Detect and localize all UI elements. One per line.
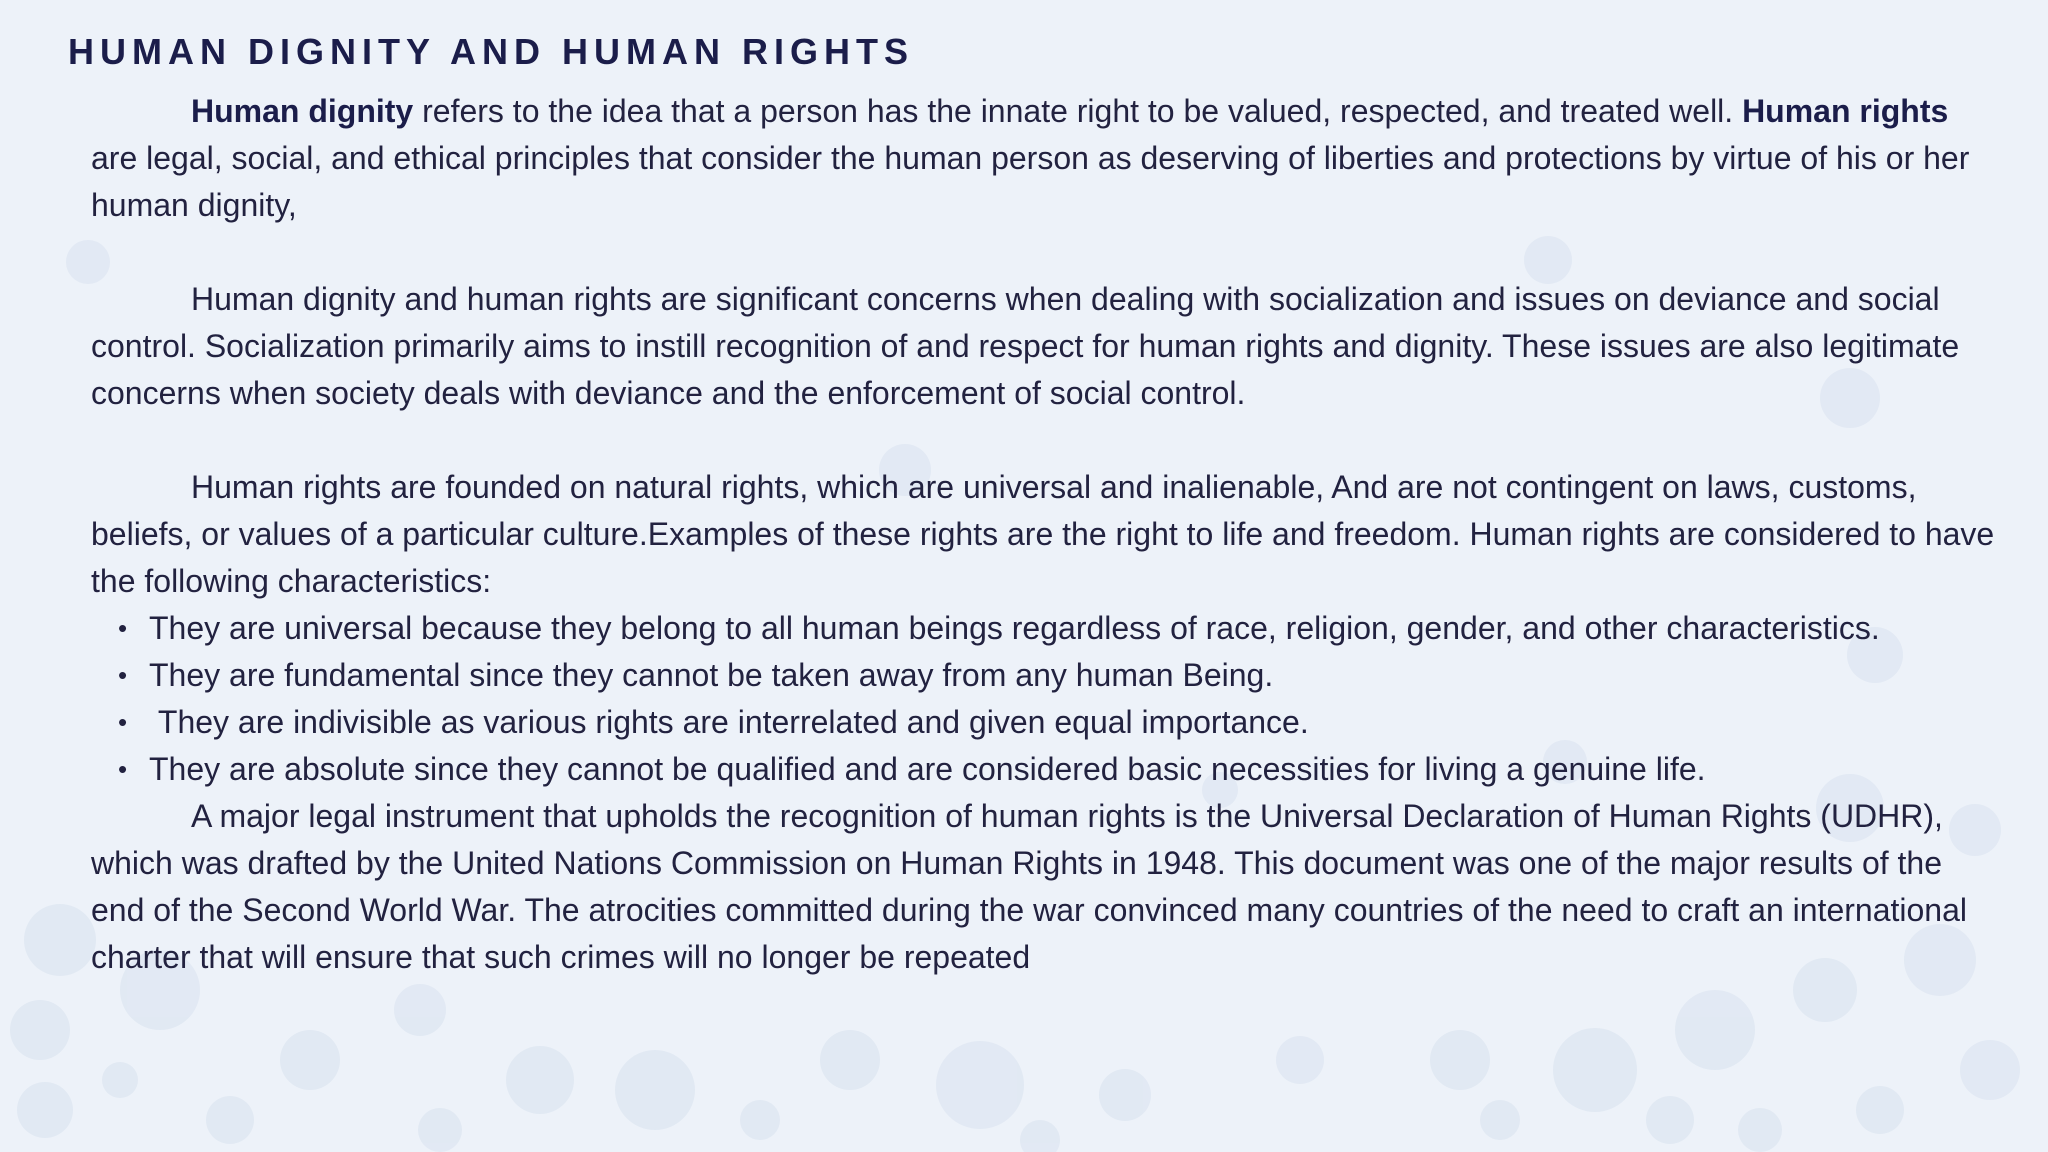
paragraph-spacer [91, 417, 1996, 464]
slide-body [91, 88, 1996, 981]
definition-human-dignity: refers to the idea that a person has the innate right to be valued, respected, and treated well. [413, 93, 1743, 129]
term-human-rights: Human rights [1742, 93, 1949, 129]
slide-title: HUMAN DIGNITY AND HUMAN RIGHTS [68, 31, 914, 72]
bullet-icon: • [118, 707, 128, 737]
list-item [118, 652, 1996, 699]
list-item [118, 746, 1996, 793]
term-human-dignity: Human dignity [191, 93, 414, 129]
definition-human-rights: are legal, social, and ethical principles that consider the human person as deserving of liberties and protections by virtue of his or her human dignity, [91, 140, 1970, 223]
paragraph-udhr: A major legal instrument that upholds the recognition of human rights is the Universal Declaration of Human Rights (UDHR), which was drafted by the United Nations Commission on Human Rights in 1948. This document was one of the major results of the end of the Second World War. The atrocities committed during the war convinced many countries of the need to craft an international charter that will ensure that such crimes will no longer be repeated [91, 798, 1967, 975]
bullet-icon: • [118, 613, 128, 643]
list-item-text: They are universal because they belong to all human beings regardless of race, religion, gender, and other characteristics. [149, 610, 1880, 646]
list-item [118, 605, 1996, 652]
bullet-icon: • [118, 754, 128, 784]
characteristics-list [91, 605, 1996, 793]
paragraph-socialization: Human dignity and human rights are significant concerns when dealing with socialization and issues on deviance and social control. Socialization primarily aims to instill recognition of and respect for human rights and dignity. These issues are also legitimate concerns when society deals with deviance and the enforcement of social control. [91, 281, 1960, 411]
paragraph-spacer [91, 229, 1996, 276]
paragraph-definitions [91, 88, 1996, 229]
list-item-text: They are fundamental since they cannot be taken away from any human Being. [149, 657, 1274, 693]
paragraph-natural-rights: Human rights are founded on natural rights, which are universal and inalienable, And are not contingent on laws, customs, beliefs, or values of a particular culture.Examples of these rights are the right to life and freedom. Human rights are considered to have the following characteristics: [91, 469, 1995, 599]
list-item-text: They are indivisible as various rights are interrelated and given equal importance. [149, 704, 1309, 740]
bullet-icon: • [118, 660, 128, 690]
list-item [118, 699, 1996, 746]
list-item-text: They are absolute since they cannot be qualified and are considered basic necessities for living a genuine life. [149, 751, 1706, 787]
